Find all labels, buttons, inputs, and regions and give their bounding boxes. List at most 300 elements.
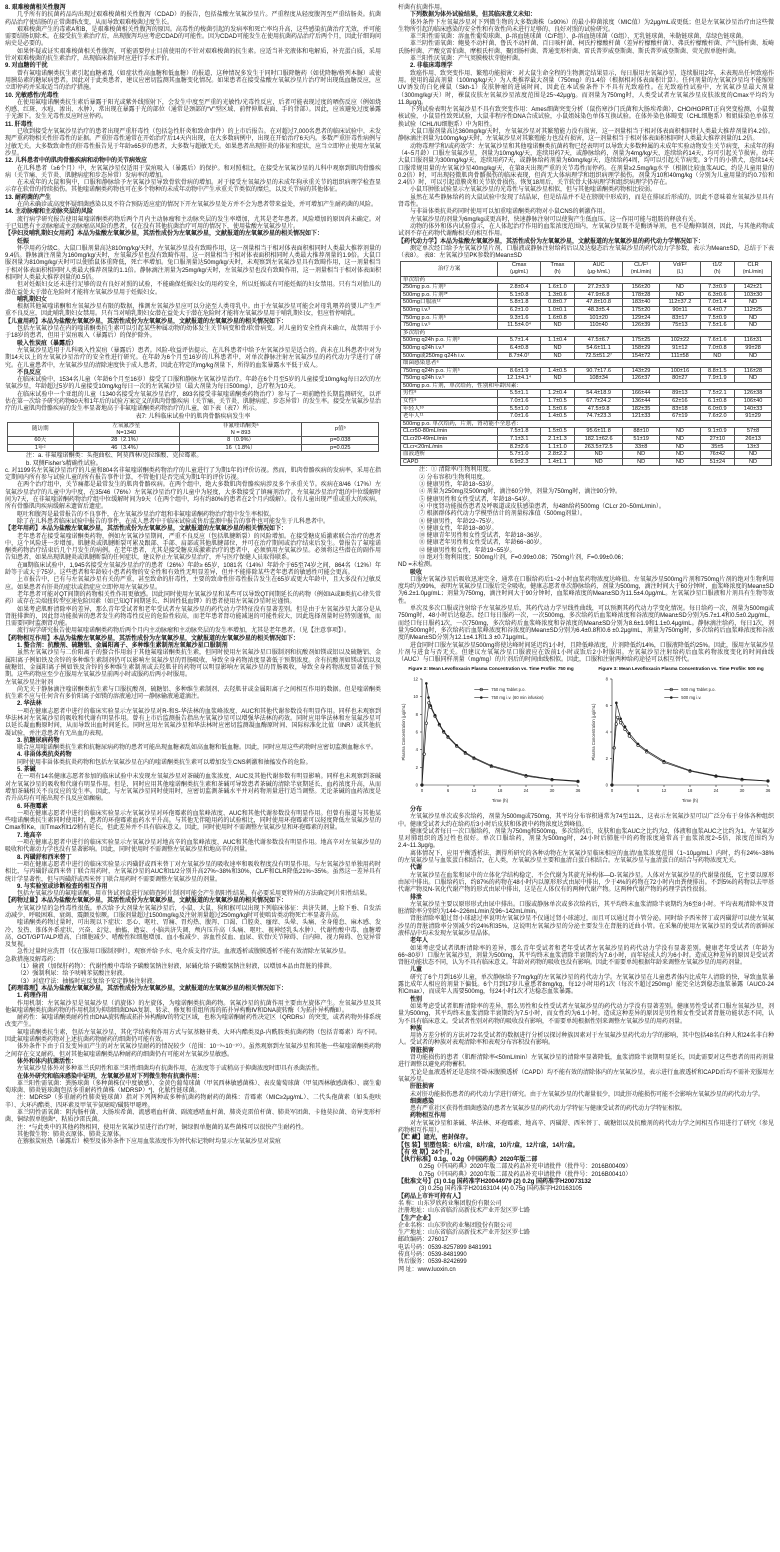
data-point [645, 749, 648, 752]
table-cell: 102±22 [660, 337, 701, 345]
paragraph: 左氧氟沙星单次或多次给药，剂量为500mg或750mg，其平均分布容积通常为74至112L，这表示左氧氟沙星可以广泛分布于身体各种组织中。健康受试者大约在给药后3小时后皮肤和体液中药物浓度达到峰值。 [398, 814, 774, 828]
table-cell: 0.8±0.7 [540, 299, 574, 307]
data-point [442, 730, 445, 733]
section-heading: 【孕妇及哺乳期妇女用药】本品为盐酸左氧氟沙星，其活性成份为左氧氟沙星，文献报道的左氧氟沙星的相关情况如下： [5, 231, 324, 238]
section-heading: 【执行标准】0.1g、0.2g《中国药典》2020年版二部 [398, 1157, 538, 1164]
paragraph: 与非甾体类抗炎药同时使用可以加重喹诺酮类药物对小鼠CNS的刺激作用。 [410, 209, 609, 216]
table-cell: ND [660, 443, 701, 451]
table-header-cell: Cmax (μg/mL) [498, 262, 540, 276]
table-group-label: 细菌感染患者⁶ [400, 360, 771, 368]
table-cell: 750mg q24h p.o. 片剂⁵ [400, 367, 498, 375]
table-cell: ND [735, 314, 772, 322]
table-cell: 67.7±24.2 [575, 398, 623, 406]
table-cell: 46（3.4%） [73, 444, 179, 452]
sub-heading: 1. 螯合剂：抗酸剂、硫糖铝、金属阳离子、多种维生素制剂左氧氟沙星口服制剂 [17, 643, 228, 650]
table-row [400, 314, 771, 322]
table-cell: 5.1±0.8 [498, 291, 540, 299]
sub-heading: 在体外研究和临床感染中证明，左氧氟沙星对下列微生物有抗菌作用： [17, 1073, 204, 1080]
data-point [421, 784, 424, 787]
data-point [434, 714, 437, 717]
section-heading: 【儿童用药】本品为盐酸左氧氟沙星，其活性成份为左氧氟沙星，文献报道的左氧氟沙星的相关情况如下： [5, 318, 288, 325]
paragraph: 如果考虑受试者肌酐清除率的差异，那么青年受试者和老年受试者左氧氟沙星的药代动力学没有显著差别。健康老年受试者（年龄为66~80岁）口服左氧氟沙星，剂量为500mg，其平均终末血浆清除半衰期约为7.6小时，而年轻成人约为6小时。造成这种差异的原因是受试者肾脏功能状态不同，认为不具有临床意义。年龄对药物的吸收也没有影响。因此不需要单纯根据年龄来调整左氧氟沙星的用药剂量。 [398, 945, 774, 967]
table-header-cell: 左氧氟沙星 N=1340 [73, 422, 179, 436]
paragraph: 企业名称：山东罗欣药业集团股份有限公司 [398, 1222, 513, 1229]
table-cell: 178±28 [623, 291, 660, 299]
paragraph: 同时使用非甾体类抗炎药物和包括左氧氟沙星在内的喹诺酮类抗生素可以增加发生CNS刺激和抽搐发作的危险。 [17, 759, 312, 766]
table-cell: 500mg p.o. 片剂³* [400, 291, 498, 299]
table-group-label: 500mg p.o. 单次给药，片剂，肾功能不全患者： [400, 420, 771, 428]
series-line [612, 717, 768, 785]
table-cell: 13±3 [735, 443, 772, 451]
table-cell: 750mg p.o. 片剂⁵ [400, 314, 498, 322]
table-cell: ND [660, 458, 701, 466]
musculoskeletal-table [7, 422, 379, 452]
paragraph: 包括左氧氟沙星在内的喹诺酮类抗生素可以引起某些种属动物的幼体发生关节病变和骨/软骨病变。对儿童的安全性尚未确立，故禁用于小于18岁的患者，但用于炭疽吸入（暴露后）的保护除外。 [5, 326, 381, 340]
table-cell: 183±40 [623, 299, 660, 307]
table-cell: 116±31 [735, 337, 772, 345]
sub-heading: 吸入性炭疽（暴露后） [17, 340, 78, 347]
table-cell: 9.3±1.6 [498, 314, 540, 322]
paragraph: 口服左氧氟沙星后吸收迅速完全，通常在口服给药后1~2小时血浆药物浓度达峰值。左氧氟沙星500mg片剂和750mg片剂的绝对生物利用度均约为99%，表明左氧氟沙星口服后完全吸收。健康志愿者单次静脉给药，剂量为500mg，滴注时间大于60分钟时，血浆峰浓度的Mean±SD为6.2±1.0μg/mL；剂量为750mg，滴注时间大于90分钟时，血浆峰浓度的Mean±SD为11.5±4.0μg/mL。左氧氟沙星口服液和片剂具有生物等效性。 [398, 576, 774, 605]
paragraph: 注册地址：山东省临沂高新技术产业开发区罗七路 [398, 1208, 531, 1215]
table-cell: 2.8±2.2 [540, 451, 574, 459]
svg-text:6: 6 [415, 729, 418, 735]
note-line: ④ 剂量为250mg及500mg时，滴注60分钟，剂量为750mg时，滴注90分钟。 [419, 489, 622, 496]
sub-heading: 4. 非甾体类抗炎药物 [17, 752, 72, 759]
paragraph: 大鼠口服剂量高达360mg/kg/天时，左氧氟沙星对其繁殖能力没有损害，这一剂量相当于相对体表面积相同时人类最大推荐剂量的4.2倍。静脉滴注剂量为100mg/kg/天时，左氧氟沙星对其繁殖能力也没有损害，这一剂量相当于相对体表面积相同时人类最大推荐剂量的1.2倍。 [398, 129, 774, 143]
table-cell: 182.1±62.6 [575, 436, 623, 444]
svg-text:30: 30 [549, 787, 555, 793]
svg-text:Time (h): Time (h) [491, 797, 509, 803]
svg-text:0: 0 [415, 782, 418, 788]
sub-heading: 2. 非临床毒理学 [410, 63, 453, 70]
legend-entry: 500 mg Tablet p.o. [681, 686, 716, 692]
plasma-concentration-chart [588, 673, 774, 805]
svg-text:Plasma Concentration (μg/mL): Plasma Concentration (μg/mL) [591, 703, 596, 761]
paragraph: 在尚未确诊或高度怀疑细菌感染以及不符合预防适应症的情况下开左氧氟沙星处方并不会为患者带来益处，并可增加产生耐药菌的风险。 [17, 202, 378, 209]
sub-heading: 下列数据为体外试验结果，但其临床意义未知： [410, 12, 537, 19]
table-cell: 72.5±51.2⁷ [575, 352, 623, 360]
table-cell: 112±37.2 [660, 299, 701, 307]
table-cell: ND [575, 458, 623, 466]
paragraph: 在两个治疗组中，关节痛都是最常发生的肌肉骨骼疾病。在两个组中，绝大多数肌肉骨骼疾病涉及多个承重关节。疾病在8/46（17%）左氧氟沙星治疗的儿童中为中度，在35/46（76%）左氧氟沙星治疗的儿童中为轻度，大多数接受了镇痛剂治疗。左氧氟沙星治疗组的中位缓解时间为7天，在非氟喹诺酮药物治疗组中位缓解时间为9天（在两个组中，均有约80%的患者在2个月内缓解）。没有儿童出现严重或重大的疾病，所有骨骼肌肉疾病缓解未遗留后遗症。 [5, 482, 381, 511]
sub-heading: 1. 药理作用 [17, 993, 48, 1000]
table-cell: 33±8 [623, 443, 660, 451]
table-cell: ND [735, 451, 772, 459]
table-cell: 250mg p.o. 片剂³ [400, 284, 498, 292]
table-cell: 16（1.8%） [179, 444, 302, 452]
paragraph: 在儿科患者（≥6个月）中，左氧氟沙星仅适用于炭疽吸入（暴露后）的保护。和对照相比，在接受左氧氟沙星的儿科中观察到肌肉骨骼疾病（关节痛、关节炎、肌腱病症和步态异常）发病率的增加。 [5, 165, 381, 179]
table-cell: 1.7±0.5 [540, 398, 574, 406]
table-row [400, 284, 771, 292]
note-line: ⑫ 健康男性和女性，年龄19~55岁。 [419, 547, 516, 554]
table-cell: 47.5±6.7 [575, 337, 623, 345]
table-cell: 750mg q24h i.v.⁵ [400, 375, 498, 383]
data-point [741, 778, 744, 781]
table-row [400, 398, 771, 406]
table-row [400, 428, 771, 436]
paragraph: 耐药性：氟喹诺酮类耐药性由DNA旋转酶或拓扑异构酶Ⅳ的特定区域，也称为喹诺酮耐药性决定区（QRDRs）的突变，或者药物外排系统改变产生。 [5, 1015, 381, 1029]
data-point [425, 682, 428, 685]
note-line: ⑩ 健康青年男性和女性受试者，年龄18~36岁。 [419, 533, 546, 540]
table-cell: 1.6±0.8 [540, 314, 574, 322]
paragraph: 联合应用喹诺酮类抗生素和抗糖尿病药物的患者可能出现血糖紊乱如高血糖和低血糖。因此，同时应用这些药物时应密切监测血糖水平。 [17, 745, 378, 752]
table-cell: 老年人¹¹ [400, 413, 498, 421]
svg-text:30: 30 [739, 787, 745, 793]
table-cell: 1.4±0.5 [540, 367, 574, 375]
table-cell: 83±18 [660, 405, 701, 413]
note-line: 0.25g《中国药典》2020年版二部及药品补充申请批件（批件号：2016B00409） [419, 1164, 632, 1171]
table-cell: ND [660, 436, 701, 444]
paragraph: 患有严重社区获得性细菌感染的患者左氧氟沙星的药代动力学特征与健康受试者的药代动力学特征相似。 [410, 1106, 687, 1113]
paragraph: 在使用氟喹诺酮类抗生素后暴露于阳光或紫外线照射下，会发生中度至严重的光敏性/光毒性反应，后者可能表现过度的晒伤反应（例如烧灼感、红斑、水疱、渗出、水肿），常出现在暴露于光的部位（通常是颈部的“V”型区域、前臂伸肌表面、手的背部）。因此，应该避免过度暴露于光源下。发生光毒性反应时应停药。 [5, 99, 381, 121]
table-cell: 88±10 [623, 428, 660, 436]
data-point [619, 717, 622, 720]
paragraph: 注：*与此类中的其他药物相同，使用左氧氟沙星进行治疗时，铜绿假单胞菌的某些菌株可以很快产生耐药性。 [17, 1124, 308, 1131]
note-line: ② 分布容积/生物利用度。 [419, 474, 489, 481]
sub-heading: 老年人 [410, 938, 429, 945]
svg-text:6: 6 [605, 702, 608, 708]
table-cell: 108±34 [575, 375, 623, 383]
svg-text:12: 12 [471, 787, 477, 793]
svg-text:4: 4 [605, 729, 608, 735]
table-cell: 7.0±1.6 [498, 398, 540, 406]
table-cell: 116±28 [735, 367, 772, 375]
svg-text:18: 18 [687, 787, 693, 793]
paragraph: 革兰阴性需氧菌：鲍曼不动杆菌、鲁氏不动杆菌、百日咳杆菌、柯氏柠檬酸杆菌（差异柠檬酸杆菌）、弗氏柠檬酸杆菌、产气肠杆菌、坂崎氏肠杆菌、产酸克雷伯菌、摩根氏杆菌、聚团肠杆菌、普通变形杆菌、雷氏普罗威登斯菌、斯氏普罗威登斯菌、荧光假单胞杆菌。 [398, 41, 774, 55]
table-cell: 99±28 [735, 344, 772, 352]
table-row [400, 276, 771, 284]
table-cell: 51±19 [623, 436, 660, 444]
paragraph: 在猕猴炭疽热（暴露后）模型及体外条件下应用血浆浓度作为替代标记物时均显示左氧氟沙星对炭疽 [17, 1139, 282, 1146]
section-heading: 【药物相互作用】本品为盐酸左氧氟沙星，其活性成份为左氧氟沙星，文献报道的左氧氟沙星的相关情况如下： [5, 635, 300, 642]
table-row [400, 451, 771, 459]
pk-table [400, 261, 772, 466]
paragraph: 急救措施及解毒药： [5, 956, 60, 963]
table-cell: 28（2.1%） [73, 437, 179, 445]
paragraph: 离体情况下，应用平衡透析法，测得所研究的各种动物在左氧氟沙星临床相应的血清/血浆浓度范围（1~10μg/mL）内时，约有24%~38%的左氧氟沙星与血浆蛋白相结合，在人类，左氧氟沙星主要和血清白蛋白相结合。左氧氟沙星与血清蛋白的结合与药物浓度无关。 [398, 850, 774, 865]
table-row [400, 375, 771, 383]
paragraph: 革兰阴性需氧菌：阴沟肠杆菌、大肠埃希菌、流感嗜血杆菌、副流感嗜血杆菌、肺炎克雷伯杆菌、肺炎军团菌、卡他莫拉菌、奇异变形杆菌、铜绿假单胞菌*、粘质沙雷氏菌。 [5, 1110, 381, 1124]
table-cell: ND [660, 428, 701, 436]
table-row [400, 337, 771, 345]
table-cell: 47.8±10.8 [575, 299, 623, 307]
table-row [400, 306, 771, 314]
table-cell: 67±19 [660, 413, 701, 421]
paragraph: 名 称：山东罗欣药业集团股份有限公司 [398, 1200, 502, 1207]
table-cell: 500mg口服液¹² [400, 299, 498, 307]
svg-text:2: 2 [605, 755, 608, 761]
sub-heading: 性别 [410, 996, 423, 1003]
sub-heading: 哺乳期妇女 [17, 296, 48, 303]
paragraph: 曾有氟喹诺酮类抗生素引起血糖紊乱（如症状性高血糖和低血糖）的报道，这种情况多发生于同时口服降糖药（如优降糖/格列本脲）或使用胰岛素的糖尿病患者。因此对于此类患者，建议应密切监测其血糖变化情况。如果患者在接受盐酸左氧氟沙星片治疗时出现低血糖反应，应立即停药并采取适当的治疗措施。 [5, 70, 381, 92]
paragraph: 革兰阳性厌氧菌：产气荚膜梭状芽胞杆菌。 [410, 56, 525, 63]
paragraph: 体外条件下左氧氟沙星对下列微生物的大多数菌株（≥90%）的最小抑菌浓度（MIC值）为2μg/mL或更低；但是左氧氟沙星治疗由这些微生物所引起的临床感染的安全性和有效性尚未进行足够的、良好对照的试验研究。 [398, 19, 774, 33]
table-row [400, 299, 771, 307]
data-point [619, 721, 622, 724]
sub-heading: 8. 丙磺舒和西米替丁 [17, 854, 72, 861]
svg-text:18: 18 [497, 787, 503, 793]
table-cell: ND [735, 299, 772, 307]
paragraph: 传真号码：0539-8481990 [398, 1252, 467, 1259]
paragraph: 一项在健康志愿者中进行的临床实验显示丙磺舒或西米替丁对左氧氟沙星的吸收速率和吸收程度没有明显作用。与左氧氟沙星单独用药时相比，与丙磺舒或西米替丁联合用药时，左氧氟沙星的AUC和t1/2分别升高27%~38%和30%，CL/F和CLR降低21%~35%。虽然这一差异具有统计学显著性，但与丙磺舒或西米替丁联合用药时不需要调整左氧氟沙星的剂量。 [5, 861, 382, 883]
table-cell: 1.1±1.0 [540, 443, 574, 451]
series-line [422, 703, 578, 785]
table-row [400, 458, 771, 466]
table-cell: 60天 [7, 437, 73, 445]
table-cell: ND [735, 458, 772, 466]
paragraph: 生产地址：山东省临沂高新技术产业开发区罗七路 [398, 1230, 531, 1237]
figure-3 [588, 666, 774, 805]
paragraph: c. 对1199名左氧氟沙星治疗的儿童和804名非氟喹诺酮类药物治疗的儿童进行了为期1年的评价访视。然而，肌肉骨骼疾病的发病率，采用在指定期间内所有参与试验儿童的所有报告事件计算，不管他们是否完成为期1年的评价访视。 [5, 467, 381, 482]
table-cell: 57±8 [735, 428, 772, 436]
sub-heading: 2. 华法林 [17, 701, 42, 708]
paragraph: 尚无关于静脉滴注喹诺酮类抗生素与口服抗酸剂、硫糖铝、多种维生素制剂、去羟肌苷或金属阳离子之间相互作用的数据。但是喹诺酮类抗生素不应与任何含有多价阳离子如镁的溶液通过同一静脉输液通道滴注。 [5, 686, 381, 701]
table-row [400, 443, 771, 451]
table-cell: 175±25 [623, 337, 660, 345]
paragraph: 左氧氟沙星主要以原形形式由尿中排出。口服或静脉单次或多次给药后，其平均终末血浆清除半衰期约为6至8小时。平均表观清除率及肾脏清除率分别约为144~226mL/min及96~142mL/min。 [398, 901, 774, 916]
sub-heading: 儿童 [410, 967, 423, 974]
data-point [616, 716, 619, 719]
table-cell: 1.0±0.1 [540, 306, 574, 314]
table-cell: 263.5±72.5 [575, 443, 623, 451]
table-cell: 8（0.9%） [179, 437, 302, 445]
table-cell: 110±40 [575, 322, 623, 330]
table-cell: 90±11 [660, 306, 701, 314]
paragraph: 研究了6个月到16岁儿童，单次静脉给予7mg/kg的左氧氟沙星的药代动力学。左氧氟沙星在儿童患者体内比成年人清除的快，导致血浆暴露比成年人相应的剂量下偏低。6个月到17岁儿童患者8mg/kg，每12小时用药1次（每次不超过250mg）能完全达到稳态血浆暴露（AUC0-24和Cmax），而成年人需要500mg，每24小时1次才达稳态血浆暴露。 [398, 974, 774, 996]
table-cell: 112±25 [735, 306, 772, 314]
table-group-label: 单次给药 [400, 276, 771, 284]
paragraph: 除了在儿科患者临床试验中报告的事件，在成人患者中于临床试验或售后监测中报告的事件也可能发生于儿科患者中。 [17, 518, 330, 525]
table-cell: 48.3±5.4 [575, 306, 623, 314]
table-cell: 26±13 [735, 436, 772, 444]
paragraph: 作用机制：左氧氟沙星是氧氟沙星（消旋体）的左旋体，为喹诺酮类抗菌药物。氧氟沙星的抗菌作用主要由左旋体产生。左氧氟沙星及其他氟喹诺酮类抗菌药物的作用机制为抑制细菌DNA复制、转录、修复和重组所需的拓扑异构酶Ⅳ和DNA旋转酶（为拓扑异构酶Ⅱ）。 [5, 1000, 381, 1014]
paragraph: 网 址：www.luoxin.cn [398, 1266, 456, 1273]
paragraph: 但对妊娠妇女还未进行足够的设有良好对照的试验，不能确保妊娠妇女的用药安全，所以妊娠或有可能妊娠的妇女禁用。只有当对胎儿的潜在益处大于潜在危险时才能将左氧氟沙星用于妊娠妇女。 [5, 282, 381, 296]
svg-text:Plasma Concentration (μg/mL): Plasma Concentration (μg/mL) [401, 703, 406, 761]
data-point [628, 732, 631, 735]
paragraph: 体外条件下由于自发变异而产生的对左氧氟沙星耐药的情况较少（范围：10⁻⁹~10⁻¹⁰）。虽然观察到左氧氟沙星和其他一些氟喹诺酮类药物之间存在交叉耐药，但对其他氟喹诺酮类品种耐药的细菌仍有可能对左氧氟沙星敏感。 [5, 1044, 381, 1058]
data-point [425, 722, 428, 725]
table-cell: 103±30 [735, 291, 772, 299]
note-line: 注：a. 非氟喹诺酮类：头孢曲松、阿莫西林/克拉维酸、克拉霉素。 [26, 453, 203, 460]
legend-entry: 750 mg i.v. (60 min infusion) [491, 694, 544, 700]
table-cell: 6.4±0.7 [700, 306, 734, 314]
section-heading: 【贮 藏】遮光，密封保存。 [398, 1135, 472, 1142]
data-point [628, 735, 631, 738]
section-heading: 【有 效 期】24个月。 [398, 1149, 457, 1156]
paragraph: 左氧氟沙星体外对多种革兰氏阴性和革兰阳性细菌均有抗菌作用，在浓度等于或稍高于抑菌浓度时即具有杀菌活性。 [17, 1066, 324, 1073]
note-line: ⑦ 根据群体药代动力学模型估计的剂量标准值（500mg剂量）。 [419, 511, 587, 518]
section-heading: 【药物过量】本品为盐酸左氧氟沙星，其活性成份为左氧氟沙星，文献报道的左氧氟沙星的相关情况如下： [5, 898, 288, 905]
paragraph: 根据其他氟喹诺酮和左氧氟沙星有限的数据，推测左氧氟沙星应可以分泌至人类母乳中。由于左氧氟沙星可能会对母乳喂养的婴儿产生严重不良反应，因此哺乳期妇女禁用。只有当对哺乳期妇女潜在益处大于潜在危险时才能将左氧氟沙星用于哺乳期妇女，但应暂停哺乳。 [5, 304, 381, 318]
note-line: 0.75g《中国药典》2020年版二部及药品补充申请批件（批件号：2016B00410） [419, 1171, 632, 1178]
table-cell: CAPD [400, 458, 498, 466]
table-cell: 111±58 [660, 352, 701, 360]
paragraph: 包括左氧氟沙星的氟喹诺酮，用市售试剂盒进行尿筛查阿片制剂可能会产生假阳性结果，有必要采用更特异的方法确定阿片阳性结果。 [17, 891, 372, 898]
sub-heading: 不良反应 [17, 369, 42, 376]
paragraph: 上市报告中，已有与左氧氟沙星有关的严重，甚至致命的肝毒性，主要的致命性肝毒性报告发生在65岁或更大年龄中，且大多没有过敏反应。如果患者有肝炎的症状或指症应立即停用左氧氟沙星。 [5, 577, 381, 591]
paragraph: 肾功能损伤的患者（肌酐清除率<50mL/min）左氧氟沙星的清除率显著降低，血浆清除半衰期明显延长，因此需要对这些患者的用药剂量进行调整以避免药物蓄积。 [398, 1055, 774, 1069]
legend-entry: 500 mg i.v. [681, 694, 702, 700]
table-row [7, 444, 378, 452]
data-point [689, 769, 692, 772]
table-cell: 91±12 [660, 344, 701, 352]
table-cell: 男性⁸ [400, 390, 498, 398]
data-point [637, 743, 640, 746]
table-cell: 7.5±2.1 [700, 390, 734, 398]
table-header-cell: t1/2 (h) [700, 262, 734, 276]
table-cell: 175±20 [623, 306, 660, 314]
table-cell: 2.8±0.4 [498, 284, 540, 292]
table-cell: 12.1±4.1⁴ [498, 375, 540, 383]
table-cell: 7.6±1.6 [700, 337, 734, 345]
paragraph: 进食同时口服左氧氟沙星500mg将使达峰时间延迟约1小时，且降低峰浓度，片剂降低约14%，口服液降低约25%。因此，服用左氧氟沙星片剂与进食与否无关。但建议左氧氟沙星口服液应在饭前1小时或饭后2小时服用。左氧氟沙星注射给药后血浆药物浓度变化的时间曲线（AUC）与口服同样剂量（mg/mg）的片剂后的时间曲线相似。因此，口服和注射两种给药途径可以相互替代。 [398, 642, 774, 664]
figure-2 [398, 666, 584, 805]
table-cell: 62±16 [660, 398, 701, 406]
paragraph: 已收到接受左氧氟沙星治疗的患者出现严重肝毒性（包括急性肝炎和致命事件）的上市后报告。在对超过7,000名患者的临床试验中，未发现严重药物相关性肝毒性的证据。严重肝毒性通常在开始治疗后14天内出现，在大多数病例中，出现在开始治疗6天内。多数严重肝毒性病例与过敏无关。大多数致命性的肝毒性报告见于年龄≥65岁的患者，大多数与超敏无关。如果患者出现肝炎的体征和症状，应当立即停止使用左氧氟沙星。 [5, 129, 382, 157]
svg-text:4: 4 [415, 747, 418, 753]
section-heading: 【药代动力学】本品为盐酸左氧氟沙星，其活性成份为左氧氟沙星，文献报道的左氧氟沙星的药代动力学情况如下： [398, 238, 705, 245]
data-point [490, 764, 493, 767]
paragraph: 呕吐和腹泻是最常报告的不良事件，在左氧氟沙星治疗组和非氟喹诺酮药物治疗组中发生率相似。 [17, 511, 276, 518]
note-line: ③ 健康男性，年龄18~53岁。 [419, 482, 498, 489]
table-cell: ND [660, 451, 701, 459]
table-cell: 血液透析 [400, 451, 498, 459]
paragraph: 流行病学研究报告使用氟喹诺酮类药物后两个月内主动脉瘤和主动脉夹层的发生率增加，尤其是老年患者。（见【注意事项】）。 [17, 628, 351, 635]
sub-heading: 药物相互作用 [410, 1113, 447, 1120]
table-row [400, 405, 771, 413]
paragraph: 对左氧氟沙星和茶碱、华法林、环孢霉素、地高辛、丙磺舒、西米替丁、硫糖铝以及抗酸剂的药代动力学之间相互作用进行了研究（参见药物相互作用）。 [398, 1120, 774, 1134]
table-header-cell: AUC (μg·h/mL) [575, 262, 623, 276]
figure-title: Figure 3: Mean Levofloxacin Plasma Concentration vs. Time Profile: 500 mg [598, 666, 764, 672]
table-cell: 5.5±1.1 [498, 390, 540, 398]
svg-text:12: 12 [661, 787, 667, 793]
sub-heading: 细菌感染 [410, 1098, 435, 1105]
paragraph: 一项在健康志愿者中进行的临床实验显示左氧氟沙星对地高辛的血浆峰浓度、AUC和其他代谢参数没有明显作用。地高辛对左氧氟沙星的吸收和代谢动力学也没有显著影响。因此，同时使用时不需调整左氧氟沙星和地高辛的剂量。 [5, 840, 381, 854]
paragraph: 左氧氟沙星的剂量为6mg/kg或更高时，快速静脉注射可以使狗产生低血压。这一作用可能与组胺的释放有关。 [410, 216, 700, 223]
section-heading: 9. 对血糖的干扰 [5, 63, 48, 70]
table-cell: 8.2±2.6 [498, 443, 540, 451]
table-cell: 7.0±1.6 [498, 413, 540, 421]
paragraph: 在临床试验中一个亚组的儿童（1340名接受左氧氟沙星治疗，893名接受非氟喹诺酮类药物治疗）参与了一项前瞻性长期监测研究，以评估在第一次给予研究药物60天和1年后的试验方案定义的肌肉骨骼疾病（关节痛、关节炎、肌腱病症、步态异常）的发生率。接受左氧氟沙星治疗的儿童肌肉骨骼疾病的发生率显著地高于非氟喹诺酮类药物治疗的儿童，如下表（表7）所示。 [5, 391, 382, 413]
table-cell: ND [660, 284, 701, 292]
data-point [447, 735, 450, 738]
note-line: ⑨ 健康女性，年龄18~80岁。 [419, 525, 498, 532]
note-line: (3) 0.25g 国药准字H20163104 (4) 0.75g 国药准字H20163105 [419, 1186, 583, 1193]
table-cell: ND [660, 291, 701, 299]
table-cell: ND [623, 451, 660, 459]
table-row [400, 436, 771, 444]
table-cell: 6.3±0.6 [700, 291, 734, 299]
note-line: ⑤ 健康男性和女性受试者，年龄18~54岁。 [419, 496, 534, 503]
note-line: ⑪ 健康老年男性和女性受试者，年龄66~80岁。 [419, 540, 546, 547]
paragraph: 无论是血液透析还是连续不卧床腹膜透析（CAPD）均不能有效的清除体内的左氧氟沙星，表示进行血液透析和CAPD后均不需补充服用左氧氟沙星。 [398, 1069, 774, 1083]
table-cell: 1.1±0.4 [540, 337, 574, 345]
table-cell: 8.8±1.5 [700, 367, 734, 375]
paragraph: 艰难梭菌产生的毒素A和B，是艰难梭菌相关性腹泻的原因。高毒性的梭菌引起的发病率和死亡率均升高，这些感染抗菌治疗无效，并可能需要结肠切除术。在接受抗生素治疗后，出现腹泻均应考虑CDAD的可能性。因为CDAD可能发生在使用抗菌药品治疗后两个月，因此仔细询问病史是必要的。 [5, 26, 382, 48]
table-cell: ND [540, 375, 574, 383]
paragraph: 如果考虑肌酐清除率的差异，那么青年受试者和老年受试者左氧氟沙星的药代动力学特征没有显著差别。但是由于左氧氟沙星大部分是从肾脏排泄的，因此肾功能损害的患者发生药物毒性反应的危险性较高，而老年患者肾功能减退的可能性较大，因此选择剂量时应特别谨慎，而且需要同时监测肾功能。 [5, 606, 381, 628]
paragraph: 健康受试者每日一次口服给药，剂量为750mg和500mg，多次给药后，皮肤和血浆AUC之比约为2，体液和血浆AUC之比约为1。左氧氟沙星对肺组织的透过性也很好。单次口服给药，剂量为500mg时，24小时后肺脏中的药物浓度通常高于血浆浓度2~5倍，浓度范围约为2.4~11.3μg/g。 [398, 828, 774, 850]
table-cell: 年轻人¹⁰ [400, 405, 498, 413]
note-line: b. 双侧Fisher’s精确性试验。 [26, 460, 102, 467]
table-cell: 121±33 [623, 413, 660, 421]
table-cell: 7.3±0.9 [700, 284, 734, 292]
table-caption: 表7: 儿科临床试验中的肌肉骨骼疾病发生率 [135, 413, 251, 420]
data-point [438, 723, 441, 726]
table-cell: 7.1±3.1 [498, 436, 540, 444]
sub-heading: 6. 环孢霉素 [17, 803, 48, 810]
table-cell: 7.5±1.8 [498, 428, 540, 436]
table-cell: 154±72 [623, 352, 660, 360]
table-cell: 91±29 [735, 413, 772, 421]
table-cell: 5.7±1.0 [498, 451, 540, 459]
table-cell: 129±24 [623, 314, 660, 322]
sub-heading: 9. 与实验室或诊断检查的相互作用 [17, 883, 108, 890]
table-cell: 106±40 [735, 398, 772, 406]
svg-text:8: 8 [605, 676, 608, 682]
data-point [577, 780, 580, 783]
data-point [624, 725, 627, 728]
paragraph: 测定单次经口给予左氧氟沙星片剂、口服液或静脉注射给药后以及达稳态后左氧氟沙星的药代动力学参数，表示为Mean±SD，总结于下表（表8）。 表8：左氧氟沙星PK参数的Mean±SD [398, 245, 774, 260]
paragraph: 杆菌有抗菌作用。 [398, 5, 447, 11]
table-header-cell: 治疗方案 [400, 262, 498, 276]
legend-entry: 750 mg Tablet p.o. [491, 686, 526, 692]
svg-text:12: 12 [413, 676, 418, 682]
table-header-cell: 随访期 [7, 422, 73, 436]
paragraph: 在未成年的大鼠和狗中，口服和静脉给予左氧氟沙星导致骨软骨病的增加。对于接受左氧氟沙星的未成年狗承重关节的组织病理学检查显示存在软骨的持续损伤。其他喹诺酮类药物也可在多个物种的未成年动物中产生承重关节类似的糜烂，以及关节病的其他体征。 [5, 180, 381, 194]
table-cell: 158±29 [623, 344, 660, 352]
section-heading: 【生产企业】 [398, 1215, 435, 1222]
sub-heading: 肾脏损害 [410, 1047, 435, 1054]
table-cell: p=0.025 [302, 444, 379, 452]
table-cell: ND [540, 322, 574, 330]
table-cell: 7.5±1.6 [700, 322, 734, 330]
paragraph: 流行病学研究报告使用氟喹诺酮类药物后两个月内主动脉瘤和主动脉夹层的发生率增加，尤其是老年患者。风险增加的原因尚未确定。对于已知患有主动脉瘤或主动脉瘤高风险的患者，仅在没有其他抗菌治疗可用的情况下，使用盐酸左氧氟沙星片。 [5, 216, 381, 230]
svg-text:2: 2 [415, 764, 418, 770]
note-line: ⑬ 绝对生物利用度；500mg片剂，F=0.99±0.08；750mg片剂，F=0.99±0.06； [419, 554, 627, 561]
paragraph: 一项在健康志愿者中进行的临床实验显示左氧氟沙星对R-和S-华法林的血浆峰浓度、AUC和其他代谢参数没有明显作用。同样也未观察到华法林对左氧氟沙星的吸收和代谢有明显作用。曾有上市后监测报告指出左氧氟沙星可以增强华法林的药效。同时应用华法林和左氧氟沙星可以延长凝血酶原时间，从而导致出血时间延长。同时应用左氧氟沙星和华法林时应密切监测凝血酶原时间、国际标准化比值（INR）或其他抗凝试验，并注意患者有无出血的表现。 [5, 708, 381, 737]
svg-text:0: 0 [610, 787, 614, 793]
table-header-cell: CL/F¹ (mL/min) [623, 262, 660, 276]
data-point [551, 778, 554, 781]
table-cell: 500mg q24h p.o. 片剂³ [400, 337, 498, 345]
table-cell: 126±37 [623, 375, 660, 383]
paragraph: 老年患者在接受氟喹诺酮类药物，例如左氧氟沙星期间，严重不良反应（包括肌腱断裂）的风险增加。在接受糖皮质激素联合治疗的患者中，这个风险进一步增加。肌腱炎或肌腱断裂可累及跟部、手部、肩部或其他肌腱部位，并可在治疗期间或治疗结束后发生。曾报告了氟喹诺酮类药物治疗结束后几个月发生的病例。在老年患者，尤其是接受糖皮质激素治疗的患者中，必须慎用左氧氟沙星。必须将这些潜在的副作用告知患者，如果出现肌腱炎或肌腱断裂的任何症状，建议停止左氧氟沙星治疗，并与医疗保健人员取得联系。 [5, 533, 381, 562]
table-cell: ND [540, 344, 574, 352]
table-cell: 6.2±1.0 [498, 306, 540, 314]
table-header-cell: Tmax (h) [540, 262, 574, 276]
table-cell: 100±16 [660, 367, 701, 375]
note-line: ⑥ 中度肾功能损伤患者及呼吸道或皮肤感染患者，每48h给药500mg（CLcr 20~50mL/min）。 [419, 503, 665, 510]
paragraph: 急性过量时应洗胃（仅在服用口服制剂时），观察并给予水、电介质支持疗法。血液透析或腹膜透析不能有效清除左氧氟沙星。 [17, 949, 351, 956]
table-row [400, 344, 771, 352]
table-cell: 47.5±9.8 [575, 405, 623, 413]
paragraph: 老年患者可能对QT间期的药物相关性作用更敏感。因此同时使用左氧氟沙星和某些可以导致QT间期延长的药物（例如IA或Ⅲ类抗心律失常药）或存在尖端扭转型室速危险因素（如已知QT间期延长、纠固性低血钾）的患者使用左氧氟沙星时应谨慎。 [5, 591, 381, 606]
paragraph: 用协方差分析的方法对72名受试者的数据进行分析以探讨种族因素对于左氧氟沙星药代动力学的影响，其中包括48名白种人和24名非白种人。受试者的种族对表观清除率和表观分布容积没有影响。 [398, 1033, 774, 1047]
note-line: 注：① 清除率/生物利用度。 [419, 467, 495, 474]
table-cell: 5.5±1.0 [498, 405, 540, 413]
svg-text:10: 10 [413, 694, 418, 700]
table-row [400, 322, 771, 330]
table-cell: 8.6±1.9 [498, 367, 540, 375]
table-cell: CLcr<20mL/min [400, 443, 498, 451]
table-cell: 76±42 [700, 451, 734, 459]
paragraph: 售后服务：0539-8242699 [398, 1259, 467, 1266]
table-cell: 500mg i.v.³ [400, 306, 498, 314]
paragraph: 在Ⅲ期临床试验中，1,945名接受左氧氟沙星治疗的患者（26%）年龄≥ 65岁，1081名（14%）年龄介于65至74岁之间，864名（12%）年龄等于或大于75岁。这些患者和年龄较小患者药物的安全性和有效性无明显差异，但并不能排除某些老年患者的敏感性可能会更高。 [5, 562, 381, 577]
